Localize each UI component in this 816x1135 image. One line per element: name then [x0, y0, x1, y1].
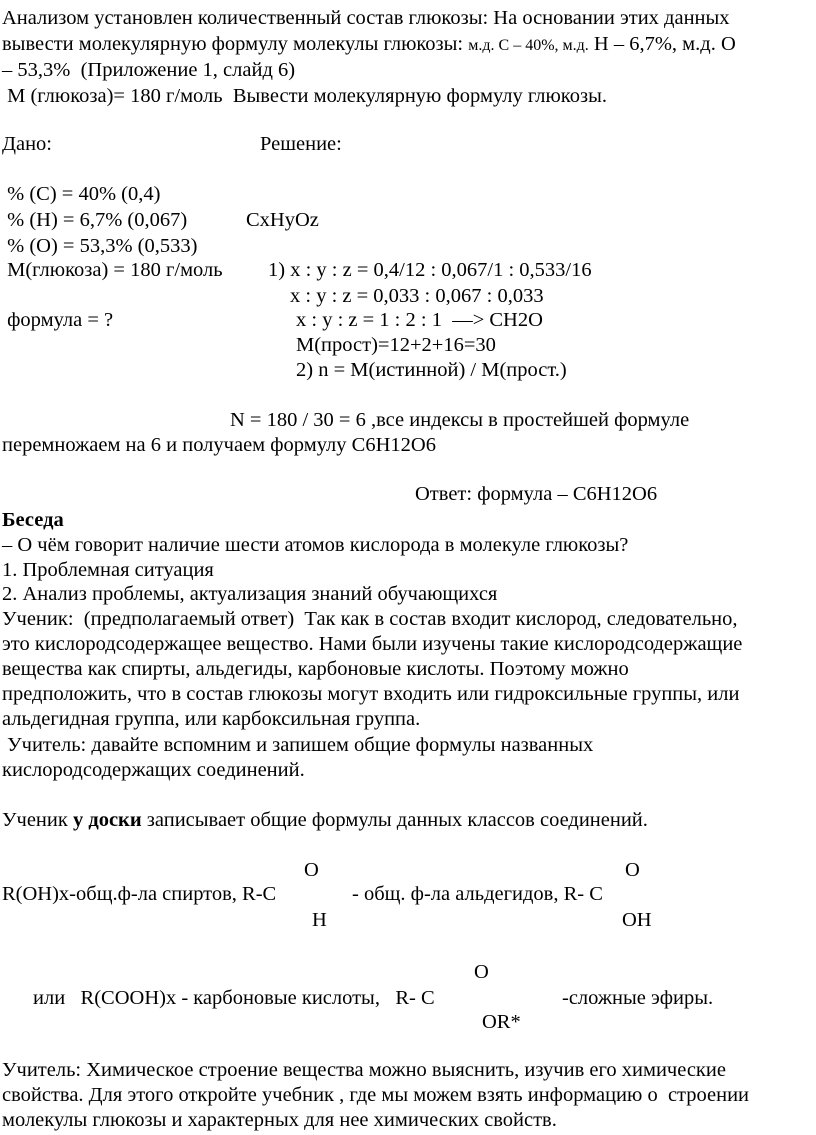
solution-step-1: 1) х : у : z = 0,4/12 : 0,067/1 : 0,533/16: [268, 259, 592, 281]
student-line-2: это кислородсодержащее вещество. Нами были изучены такие кислородсодержащие: [2, 633, 743, 655]
formula-h: H: [312, 909, 327, 931]
solution-step-1b: х : у : z = 0,033 : 0,067 : 0,033: [290, 285, 544, 307]
solution-answer: Ответ: формула – С6Н12О6: [415, 483, 658, 505]
intro-line-2: [2, 32, 736, 58]
intro-line-1: Анализом установлен количественный состав глюкозы: На основании этих данных: [2, 7, 730, 29]
given-m: М(глюкоза) = 180 г/моль: [2, 259, 223, 281]
formula-row-1b: - общ. ф-ла альдегидов, R- C: [352, 883, 603, 905]
formula-or: OR*: [482, 1011, 521, 1033]
student-line-3: вещества как спирты, альдегиды, карбоновые кислоты. Поэтому можно: [2, 658, 629, 680]
solution-step-1c: х : у : z = 1 : 2 : 1 —> СН2О: [296, 309, 543, 331]
formula-row-2b: -сложные эфиры.: [562, 987, 714, 1009]
closing-line-2: свойства. Для этого откройте учебник , где мы можем взять информацию о строении: [2, 1084, 750, 1106]
intro-line-4: М (глюкоза)= 180 г/моль Вывести молекулярную формулу глюкозы.: [2, 85, 607, 107]
closing-line-3: молекулы глюкозы и характерных для нее химических свойств.: [2, 1109, 557, 1131]
given-o: % (О) = 53,3% (0,533): [2, 235, 198, 257]
formula-row-1a: R(OH)x-общ.ф-ла спиртов, R-C: [2, 883, 277, 905]
intro-line-2-b: м.д. С – 40%, м.д.: [468, 37, 589, 54]
board-line-c: записывает общие формулы данных классов соединений.: [141, 809, 648, 831]
talk-question: – О чём говорит наличие шести атомов кислорода в молекуле глюкозы?: [2, 534, 629, 556]
talk-point-1: 1. Проблемная ситуация: [2, 559, 214, 581]
student-line-4: предположить, что в состав глюкозы могут входить или гидроксильные группы, или: [2, 683, 740, 705]
teacher-line-1: Учитель: давайте вспомним и запишем общие формулы названных: [2, 734, 594, 756]
talk-point-2: 2. Анализ проблемы, актуализация знаний обучающихся: [2, 583, 498, 605]
intro-line-2-c: Н – 6,7%, м.д. О: [588, 33, 736, 55]
student-line-5: альдегидная группа, или карбоксильная группа.: [2, 708, 421, 730]
talk-header: [2, 508, 64, 532]
formula-o-acid: О: [625, 859, 640, 881]
given-h: % (Н) = 6,7% (0,067): [2, 209, 188, 231]
given-formula-question: формула = ?: [2, 309, 114, 331]
formula-oh: OH: [622, 909, 652, 931]
board-line-a: Ученик: [2, 809, 73, 831]
given-c: % (С) = 40% (0,4): [2, 183, 161, 205]
formula-o-aldehyde: О: [304, 859, 319, 881]
solution-mprost: М(прост)=12+2+16=30: [296, 334, 496, 356]
intro-line-3: – 53,3% (Приложение 1, слайд 6): [2, 59, 296, 81]
talk-header-text: Беседа: [2, 509, 64, 531]
teacher-line-2: кислородсодержащих соединений.: [2, 759, 305, 781]
student-line-1: Ученик: (предполагаемый ответ) Так как в состав входит кислород, следовательно,: [2, 608, 738, 630]
solution-header: Решение:: [260, 133, 342, 155]
solution-n-line: N = 180 / 30 = 6 ,все индексы в простейшей формуле: [230, 409, 690, 431]
formula-o-ester: O: [474, 961, 489, 983]
given-header: Дано:: [2, 133, 52, 155]
board-line-b: у доски: [72, 809, 142, 831]
closing-line-1: Учитель: Химическое строение вещества можно выяснить, изучив его химические: [2, 1059, 726, 1081]
solution-general-formula: СхНуОz: [246, 209, 319, 231]
intro-line-2-a: вывести молекулярную формулу молекулы глюкозы:: [2, 33, 469, 55]
solution-n-line-2: перемножаем на 6 и получаем формулу С6Н12О6: [2, 434, 436, 456]
formula-row-2a: или R(COOH)x - карбоновые кислоты, R- C: [33, 987, 435, 1009]
solution-step-2: 2) n = М(истинной) / М(прост.): [296, 359, 567, 381]
board-line: [2, 808, 648, 832]
